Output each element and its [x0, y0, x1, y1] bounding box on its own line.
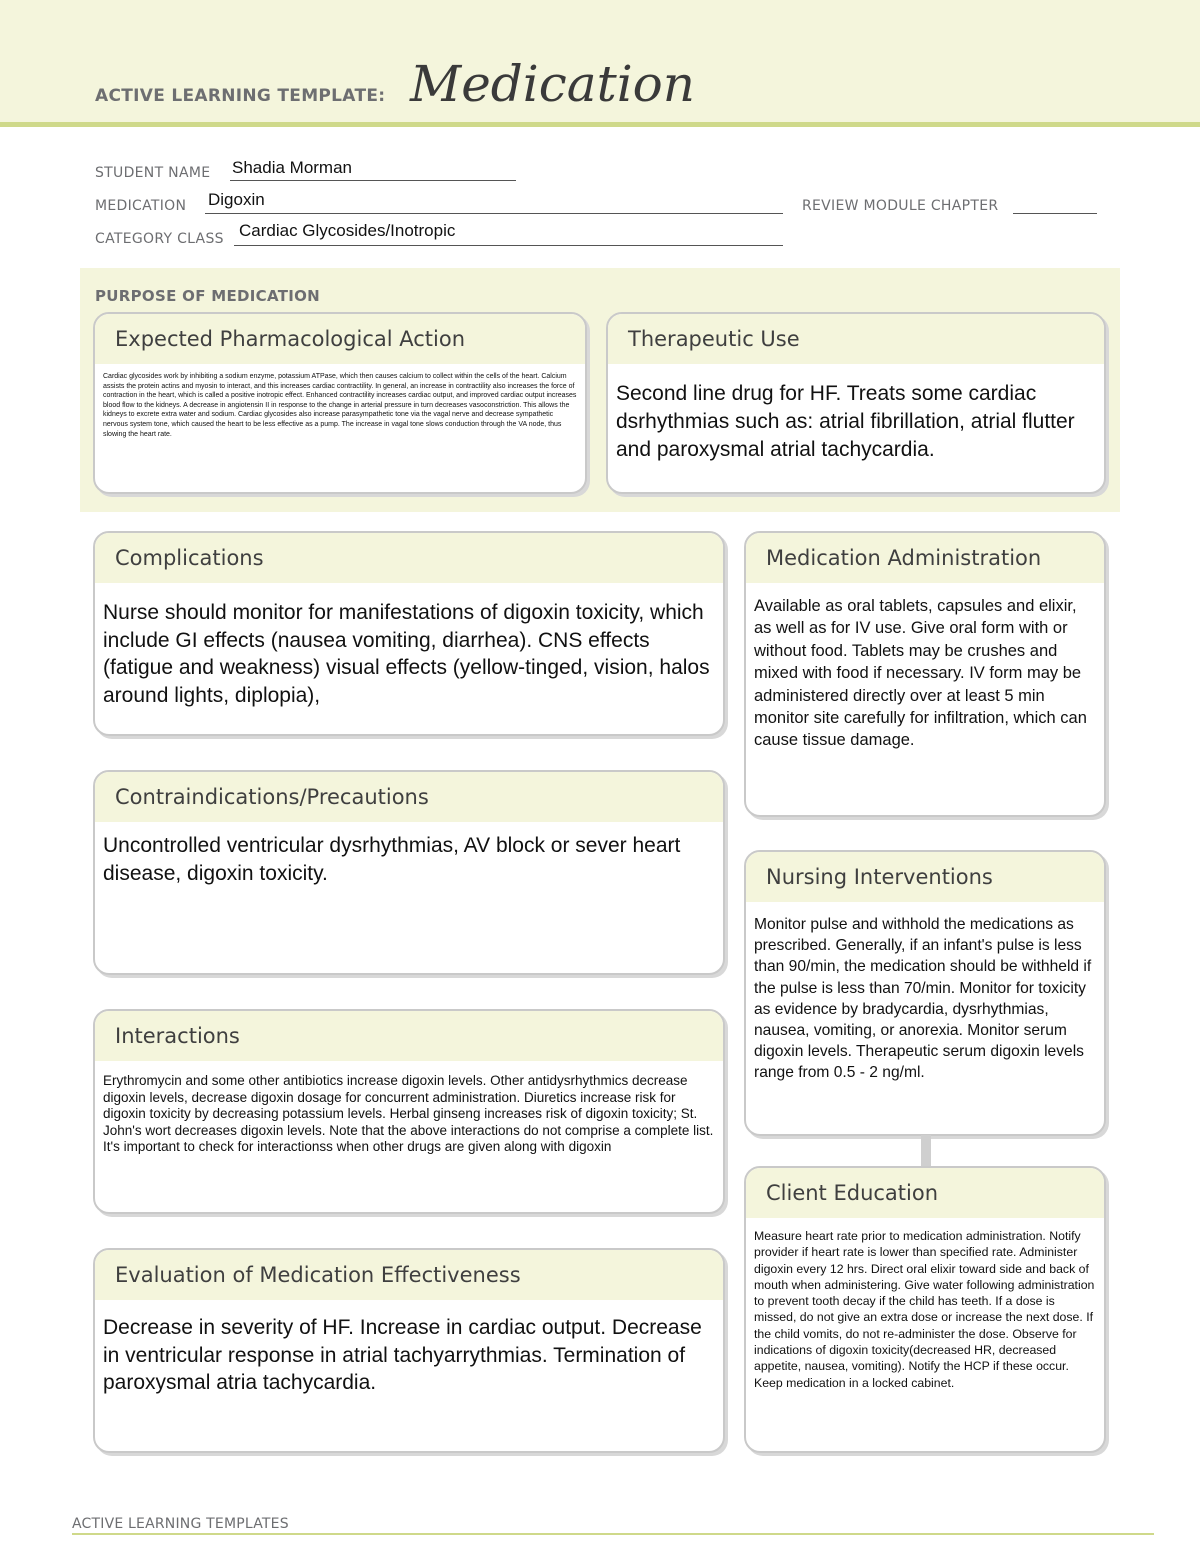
- nursing-title: Nursing Interventions: [766, 865, 993, 889]
- nursing-card: [744, 850, 1106, 1136]
- administration-header: [746, 533, 1104, 583]
- education-text: Measure heart rate prior to medication administration. Notify provider if heart rate is lower than specified rate. Administer digoxin every 12 hrs. Direct oral elixir toward side and back of mouth when administering. Give water following administration to prevent tooth decay if the child has teeth. If a dose is missed, do not give an extra dose or increase the next dose. If the child vomits, do not re-administer the dose. Observe for indications of digoxin toxicity(decreased HR, decreased appetite, nausea, vomiting). Notify the HCP if these occur. Keep medication in a locked cabinet.: [754, 1229, 1095, 1390]
- therapeutic-use-card: [606, 312, 1106, 494]
- education-header: [746, 1168, 1104, 1218]
- complications-text: Nurse should monitor for manifestations of digoxin toxicity, which include GI effects (nausea vomiting, diarrhea). CNS effects (fatigue and weakness) visual effects (yellow-tinged, vision, halos around lights, diplopia),: [103, 601, 710, 707]
- contraindications-text: Uncontrolled ventricular dysrhythmias, AV block or sever heart disease, digoxin toxicity.: [103, 834, 681, 885]
- header-divider: [0, 122, 1200, 127]
- nursing-header: [746, 852, 1104, 902]
- expected-action-card: [93, 312, 587, 494]
- expected-action-title: Expected Pharmacological Action: [115, 327, 466, 351]
- student-name-value: Shadia Morman: [232, 158, 353, 177]
- education-card: [744, 1166, 1106, 1453]
- expected-action-header: [95, 314, 585, 364]
- contraindications-header: [95, 772, 723, 822]
- therapeutic-use-text: Second line drug for HF. Treats some cardiac dsrhythmias such as: atrial fibrillation, atrial flutter and paroxysmal atrial tachycardia.: [616, 382, 1075, 461]
- complications-card: [93, 531, 725, 736]
- expected-action-text: Cardiac glycosides work by inhibiting a sodium enzyme, potassium ATPase, which then causes calcium to collect within the cells of the heart. Calcium assists the protein actins and myosin to interact, and this increases cardiac contractility. In general, an increase in contractility also increases the force of contraction in the heart, which is called a positive inotropic effect. Enhanced contractility increases cardiac output, and improved cardiac output increases blood flow to the kidneys. A decrease in angiotensin II in response to the change in arterial pressure in turn decreases vasoconstriction. This allows the kidneys to excrete extra water and sodium. Cardiac glycosides also increase parasympathetic tone via the vagal nerve and decrease sympathetic nervous system tone, which caused the heart to be less effective as a pump. The increase in vagal tone slows conduction through the VA node, thus slowing the heart rate.: [103, 373, 577, 438]
- education-title: Client Education: [766, 1181, 939, 1205]
- student-name-field[interactable]: [230, 180, 516, 181]
- evaluation-text: Decrease in severity of HF. Increase in cardiac output. Decrease in ventricular response in atrial tachyarrythmias. Termination of paroxysmal atria tachycardia.: [103, 1316, 702, 1395]
- footer-divider: [72, 1533, 1154, 1535]
- evaluation-title: Evaluation of Medication Effectiveness: [115, 1263, 521, 1287]
- footer-label: ACTIVE LEARNING TEMPLATES: [72, 1516, 289, 1532]
- interactions-card: [93, 1009, 725, 1214]
- administration-text: Available as oral tablets, capsules and elixir, as well as for IV use. Give oral form with or without food. Tablets may be crushes and mixed with food if necessary. IV form may be administered directly over at least 5 min monitor site carefully for infiltration, which can cause tissue damage.: [754, 597, 1087, 750]
- card-connector: [921, 1135, 931, 1166]
- interactions-text: Erythromycin and some other antibiotics increase digoxin levels. Other antidysrhythmics decrease digoxin levels, decrease digoxin dosage for concurrent administration. Diuretics increase risk for digoxin toxicity by decreasing potassium levels. Herbal ginseng increases risk of digoxin toxicity; St. John's wort decreases digoxin levels. Note that the above interactions do not comprise a complete list. It's important to check for interactionss when other drugs are given along with digoxin: [103, 1073, 714, 1154]
- review-module-chapter-field[interactable]: [1013, 213, 1097, 214]
- category-class-label: CATEGORY CLASS: [95, 231, 224, 247]
- contraindications-card: [93, 770, 725, 975]
- complications-header: [95, 533, 723, 583]
- purpose-label: PURPOSE OF MEDICATION: [95, 287, 321, 305]
- evaluation-header: [95, 1250, 723, 1300]
- evaluation-card: [93, 1248, 725, 1453]
- complications-title: Complications: [115, 546, 264, 570]
- interactions-header: [95, 1011, 723, 1061]
- category-class-value: Cardiac Glycosides/Inotropic: [239, 221, 456, 240]
- template-label: ACTIVE LEARNING TEMPLATE:: [95, 86, 386, 106]
- review-module-chapter-label: REVIEW MODULE CHAPTER: [802, 198, 999, 214]
- contraindications-title: Contraindications/Precautions: [115, 785, 429, 809]
- student-name-label: STUDENT NAME: [95, 165, 211, 181]
- medication-field[interactable]: [205, 213, 783, 214]
- therapeutic-use-header: [608, 314, 1104, 364]
- interactions-title: Interactions: [115, 1024, 240, 1048]
- therapeutic-use-title: Therapeutic Use: [628, 327, 800, 351]
- administration-title: Medication Administration: [766, 546, 1042, 570]
- medication-label: MEDICATION: [95, 198, 187, 214]
- page-title: Medication: [410, 55, 695, 113]
- category-class-field[interactable]: [234, 245, 783, 246]
- administration-card: [744, 531, 1106, 817]
- medication-value: Digoxin: [208, 190, 265, 209]
- nursing-text: Monitor pulse and withhold the medications as prescribed. Generally, if an infant's pulse is less than 90/min, the medication should be withheld if the pulse is less than 70/min. Monitor for toxicity as evidence by bradycardia, dysrhythmias, nausea, vomiting, or anorexia. Monitor serum digoxin levels. Therapeutic serum digoxin levels range from 0.5 - 2 ng/ml.: [754, 916, 1092, 1082]
